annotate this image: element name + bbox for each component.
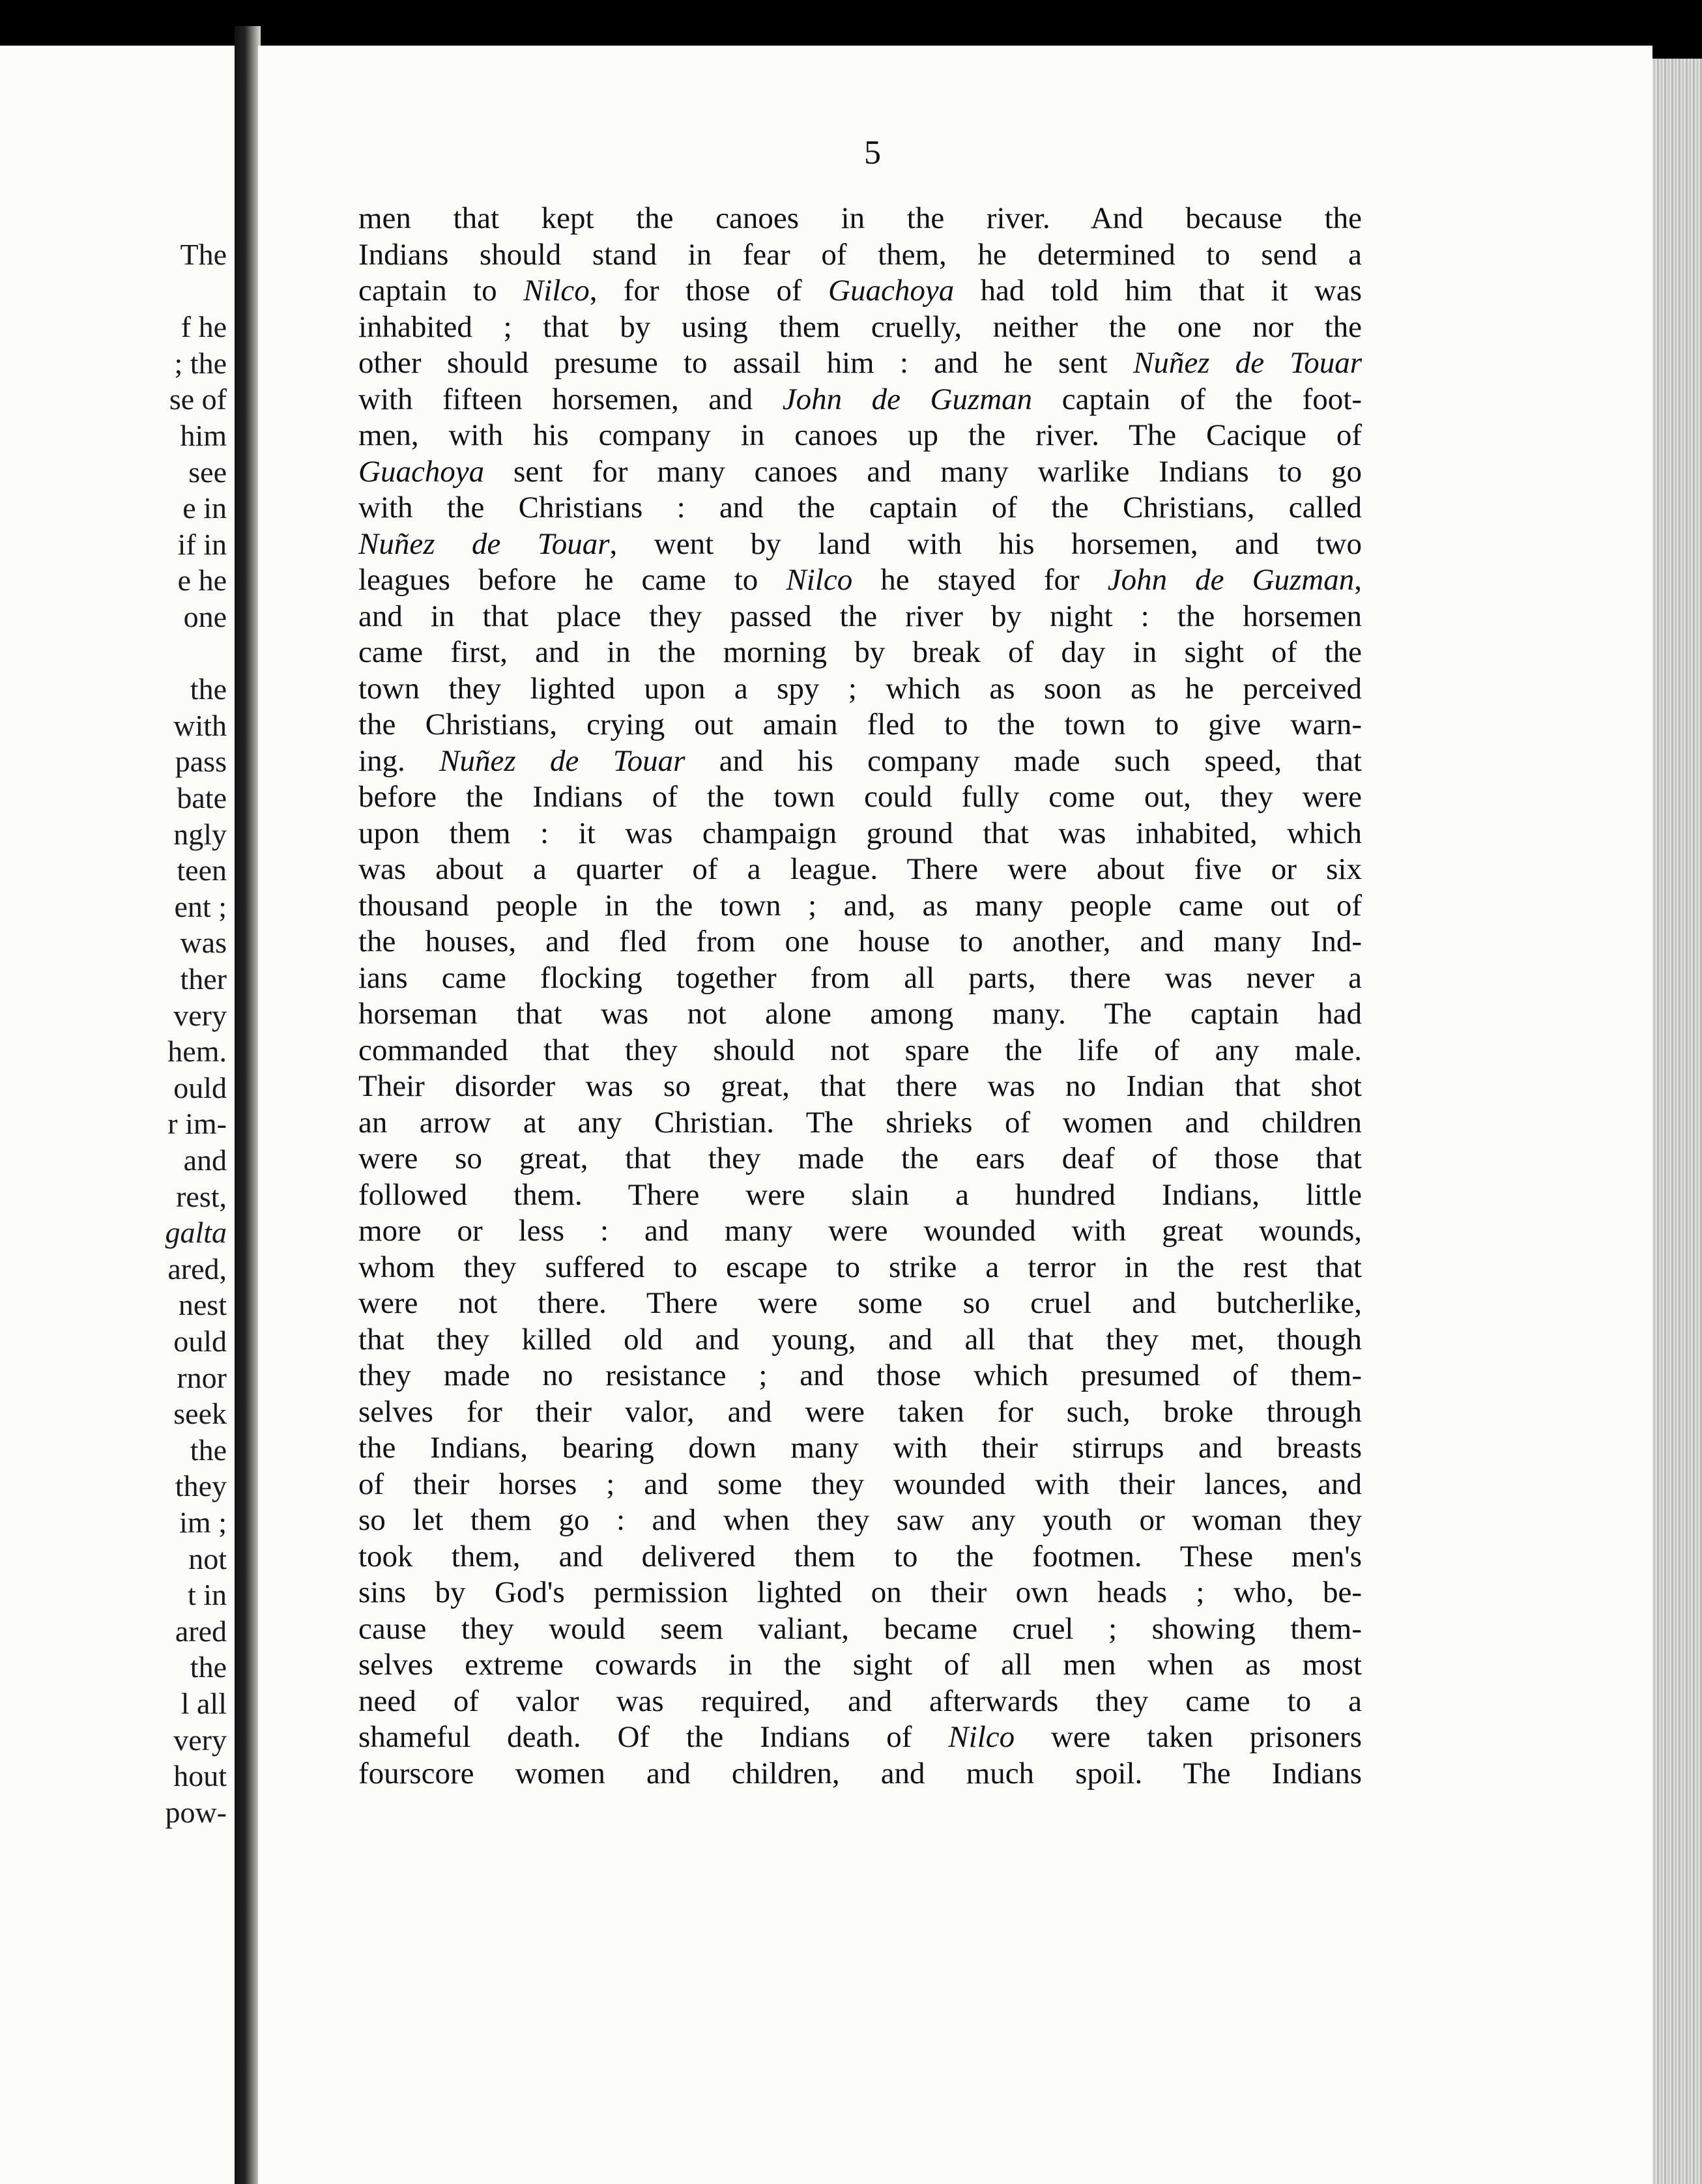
left-page-line: hem. — [167, 1035, 227, 1069]
left-page-line: ent ; — [174, 889, 227, 923]
text-line — [358, 888, 1362, 925]
text-run: with fifteen horsemen, and — [358, 382, 783, 416]
italic-name: Nuñez de Touar — [358, 526, 610, 561]
text-line — [358, 490, 1362, 526]
text-run: and in that place they passed the river by night : the horsemen — [358, 599, 1362, 633]
text-run: ians came flocking together from all parts, there was never a — [358, 960, 1362, 995]
text-run: Indians should stand in fear of them, he determined to send a — [358, 237, 1362, 272]
left-page-line: teen — [177, 854, 227, 887]
left-page-line: him — [180, 419, 227, 452]
left-page-line: t in — [187, 1578, 227, 1612]
text-line — [358, 273, 1362, 309]
page-edges — [1652, 59, 1702, 2184]
text-run: men, with his company in canoes up the river. The Cacique of — [358, 418, 1362, 452]
text-run: commanded that they should not spare the life of any male. — [358, 1033, 1362, 1067]
text-run: the Christians, crying out amain fled to the town to give warn- — [358, 708, 1362, 741]
left-page-line: nest — [178, 1288, 227, 1322]
text-line — [358, 1756, 1362, 1792]
left-page-line: The — [180, 238, 227, 271]
text-line — [358, 1358, 1362, 1394]
text-run: were taken prisoners — [1015, 1720, 1362, 1754]
body-text — [358, 201, 1362, 1792]
text-run: men that kept the canoes in the river. And because the — [358, 201, 1362, 235]
text-line — [358, 1105, 1362, 1142]
italic-name: Nuñez de Touar — [439, 743, 685, 778]
text-line — [358, 1430, 1362, 1467]
right-page — [258, 46, 1652, 2184]
left-page-line: e he — [177, 564, 227, 597]
left-page-line: see — [188, 455, 227, 489]
text-run: , went by land with his horsemen, and two — [609, 526, 1362, 561]
text-line — [358, 526, 1362, 563]
left-page-line: ther — [180, 962, 227, 996]
left-page-line: bate — [177, 781, 227, 814]
left-page-line: they — [175, 1469, 227, 1503]
text-line — [358, 707, 1362, 743]
text-run: sent for many canoes and many warlike Indians to go — [484, 454, 1362, 489]
left-page-line: f he — [180, 310, 227, 344]
italic-name: Nilco — [523, 274, 590, 308]
left-page-line: ared — [175, 1614, 227, 1648]
text-run: took them, and delivered them to the footmen. These men's — [358, 1539, 1362, 1573]
left-page-line: r im- — [167, 1107, 227, 1141]
text-run: captain to — [358, 274, 523, 308]
text-run: selves extreme cowards in the sight of all men when as most — [358, 1648, 1362, 1682]
text-run: inhabited ; that by using them cruelly, neither the one nor the — [358, 309, 1362, 344]
text-line — [358, 201, 1362, 237]
text-line — [358, 1069, 1362, 1105]
text-run: other should presume to assail him : and he sent — [358, 346, 1133, 380]
left-page-line: and — [183, 1143, 227, 1177]
text-line — [358, 345, 1362, 382]
text-run: fourscore women and children, and much spoil. The Indians — [358, 1756, 1362, 1790]
italic-name: John de Guzman — [782, 382, 1033, 416]
book-gutter — [235, 26, 261, 2184]
text-line — [358, 418, 1362, 454]
left-page-line: e in — [182, 491, 227, 525]
text-line — [358, 1502, 1362, 1539]
italic-name: Guachoya — [828, 274, 955, 308]
text-run: thousand people in the town ; and, as many people came out of — [358, 888, 1362, 923]
italic-name: John de Guzman — [1107, 563, 1355, 597]
left-page-line: rest, — [176, 1179, 227, 1213]
text-line — [358, 1611, 1362, 1648]
text-run: were not there. There were some so cruel and butcherlike, — [358, 1286, 1362, 1320]
left-page-line: galta — [165, 1216, 227, 1250]
left-page-line: one — [183, 600, 227, 633]
text-run: came first, and in the morning by break of day in sight of the — [358, 635, 1362, 669]
left-page-line: ngly — [173, 817, 227, 851]
text-line — [358, 237, 1362, 274]
text-run: the houses, and fled from one house to another, and many Ind- — [358, 925, 1362, 958]
left-page-line: if in — [177, 527, 227, 561]
text-line — [358, 635, 1362, 671]
left-page — [0, 46, 235, 2184]
text-run: were so great, that they made the ears deaf of those that — [358, 1142, 1362, 1175]
text-run: he stayed for — [852, 563, 1108, 597]
text-line — [358, 1647, 1362, 1684]
text-run: whom they suffered to escape to strike a terror in the rest that — [358, 1250, 1362, 1284]
text-line — [358, 1539, 1362, 1575]
text-run: before the Indians of the town could fully come out, they were — [358, 780, 1362, 814]
text-line — [358, 1684, 1362, 1720]
italic-name: Nilco — [786, 563, 853, 597]
text-run: , for those of — [589, 274, 829, 308]
left-page-line: ; the — [174, 346, 227, 380]
text-line — [358, 599, 1362, 635]
text-run: was about a quarter of a league. There were about five or six — [358, 852, 1362, 886]
text-run: Their disorder was so great, that there was no Indian that shot — [358, 1069, 1362, 1103]
left-page-line: the — [190, 1650, 227, 1684]
text-line — [358, 996, 1362, 1033]
text-line — [358, 816, 1362, 852]
text-line — [358, 1141, 1362, 1177]
text-run: followed them. There were slain a hundred Indians, little — [358, 1177, 1362, 1212]
text-line — [358, 1213, 1362, 1250]
left-page-line: ould — [173, 1325, 227, 1358]
text-line — [358, 1467, 1362, 1503]
italic-name: Nuñez de Touar — [1132, 346, 1362, 380]
text-run: captain of the foot- — [1032, 382, 1362, 416]
text-line — [358, 1033, 1362, 1069]
text-run: that they killed old and young, and all that they met, though — [358, 1322, 1362, 1357]
text-line — [358, 1177, 1362, 1214]
text-line — [358, 960, 1362, 997]
text-line — [358, 1394, 1362, 1431]
text-run: need of valor was required, and afterwards they came to a — [358, 1684, 1362, 1718]
text-line — [358, 1286, 1362, 1322]
text-line — [358, 454, 1362, 491]
left-page-line: im ; — [179, 1506, 227, 1539]
left-page-line: the — [190, 672, 227, 706]
text-run: more or less : and many were wounded with great wounds, — [358, 1214, 1362, 1248]
left-page-line: very — [173, 998, 227, 1032]
text-line — [358, 852, 1362, 888]
text-line — [358, 743, 1362, 780]
text-run: selves for their valor, and were taken for such, broke through — [358, 1394, 1362, 1429]
text-line — [358, 1322, 1362, 1358]
left-page-line: pow- — [165, 1795, 227, 1829]
left-page-line: was — [180, 926, 227, 960]
text-run: they made no resistance ; and those which presumed of them- — [358, 1358, 1362, 1392]
text-line — [358, 671, 1362, 708]
text-run: with the Christians : and the captain of the Christians, called — [358, 491, 1362, 524]
italic-name: Guachoya — [358, 454, 485, 489]
text-run: the Indians, bearing down many with their stirrups and breasts — [358, 1431, 1362, 1465]
text-run: ing. — [358, 743, 440, 778]
text-run: leagues before he came to — [358, 563, 786, 597]
left-page-line: with — [173, 708, 227, 742]
left-page-line: not — [188, 1542, 227, 1575]
text-run: cause they would seem valiant, became cruel ; showing them- — [358, 1611, 1362, 1646]
italic-name: Nilco — [948, 1720, 1015, 1754]
left-page-line: very — [173, 1723, 227, 1757]
text-run: and his company made such speed, that — [685, 743, 1362, 778]
text-line — [358, 1575, 1362, 1611]
text-run: town they lighted upon a spy ; which as soon as he perceived — [358, 671, 1362, 706]
text-run: upon them : it was champaign ground that was inhabited, which — [358, 816, 1362, 850]
text-line — [358, 1719, 1362, 1756]
text-line — [358, 309, 1362, 346]
left-page-line: pass — [175, 745, 227, 779]
text-line — [358, 779, 1362, 816]
text-run: of their horses ; and some they wounded with their lances, and — [358, 1467, 1362, 1501]
text-run: shameful death. Of the Indians of — [358, 1720, 949, 1754]
text-run: horseman that was not alone among many. The captain had — [358, 997, 1362, 1031]
text-run: an arrow at any Christian. The shrieks of women and children — [358, 1105, 1362, 1140]
left-page-line: l all — [180, 1687, 227, 1720]
text-line — [358, 382, 1362, 418]
left-page-line: ared, — [167, 1252, 227, 1286]
text-run: had told him that it was — [954, 274, 1362, 308]
text-run: so let them go : and when they saw any youth or woman they — [358, 1503, 1362, 1537]
left-page-line: seek — [173, 1397, 227, 1431]
text-line — [358, 1250, 1362, 1286]
text-run: , — [1354, 563, 1363, 597]
left-page-line: the — [190, 1433, 227, 1467]
page-number: 5 — [864, 134, 881, 171]
text-line — [358, 924, 1362, 960]
text-line — [358, 562, 1362, 599]
left-page-line: se of — [169, 382, 227, 416]
left-page-line: hout — [173, 1759, 227, 1793]
left-page-line: ould — [173, 1070, 227, 1104]
left-page-line: rnor — [177, 1360, 227, 1394]
text-run: sins by God's permission lighted on their own heads ; who, be- — [358, 1575, 1362, 1609]
